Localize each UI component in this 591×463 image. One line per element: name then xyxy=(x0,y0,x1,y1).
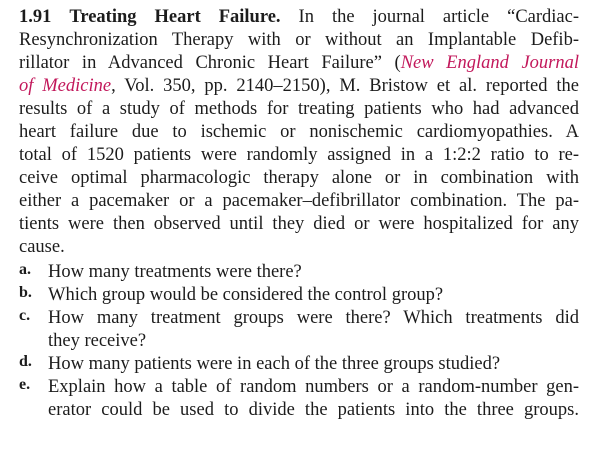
question-d xyxy=(19,353,579,376)
problem-text: , Vol. 350, pp. 2140–2150), M. Bristow et al. reported the xyxy=(111,76,580,96)
problem-number: 1.91 xyxy=(19,7,52,27)
question-list xyxy=(19,261,579,422)
problem-statement xyxy=(19,6,579,259)
question-b xyxy=(19,284,579,307)
question-label: c. xyxy=(19,307,31,324)
problem-line-3 xyxy=(19,52,579,75)
question-text: they receive? xyxy=(48,331,147,351)
problem-line-11: cause. xyxy=(19,237,65,257)
journal-title: of Medicine xyxy=(19,76,112,96)
problem-line-7: total of 1520 patients were randomly assigned in a 1:2:2 ratio to re- xyxy=(19,145,579,165)
question-label: b. xyxy=(19,284,32,301)
problem-line-2: Resynchronization Therapy with or without an Implantable Defib- xyxy=(19,30,579,50)
problem-title: Treating Heart Failure. xyxy=(69,7,281,27)
question-label: e. xyxy=(19,376,31,393)
journal-title: New England Journal xyxy=(400,53,579,73)
question-text: erator could be used to divide the patients into the three groups. xyxy=(48,400,579,420)
question-e xyxy=(19,376,579,422)
problem-line-4 xyxy=(19,75,579,98)
question-label: d. xyxy=(19,353,32,370)
problem-line-9: either a pacemaker or a pacemaker–defibrillator combination. The pa- xyxy=(19,191,579,211)
question-c xyxy=(19,307,579,353)
question-text: How many patients were in each of the three groups studied? xyxy=(48,354,501,374)
question-text: Explain how a table of random numbers or a random-number gen- xyxy=(48,377,579,397)
question-text: How many treatments were there? xyxy=(48,262,302,282)
problem-line-6: heart failure due to ischemic or nonischemic cardiomyopathies. A xyxy=(19,122,579,142)
problem-line-1 xyxy=(19,6,579,29)
question-text: How many treatment groups were there? Which treatments did xyxy=(48,308,579,328)
question-text: Which group would be considered the control group? xyxy=(48,285,444,305)
textbook-exercise xyxy=(19,6,579,422)
question-a xyxy=(19,261,579,284)
problem-line-8: ceive optimal pharmacologic therapy alone or in combination with xyxy=(19,168,579,188)
problem-line-5: results of a study of methods for treating patients who had advanced xyxy=(19,99,579,119)
problem-line-10: tients were then observed until they died or were hospitalized for any xyxy=(19,214,579,234)
problem-text: In the journal article “Cardiac- xyxy=(298,7,580,27)
question-label: a. xyxy=(19,261,31,278)
problem-text: rillator in Advanced Chronic Heart Failure” ( xyxy=(19,53,401,73)
